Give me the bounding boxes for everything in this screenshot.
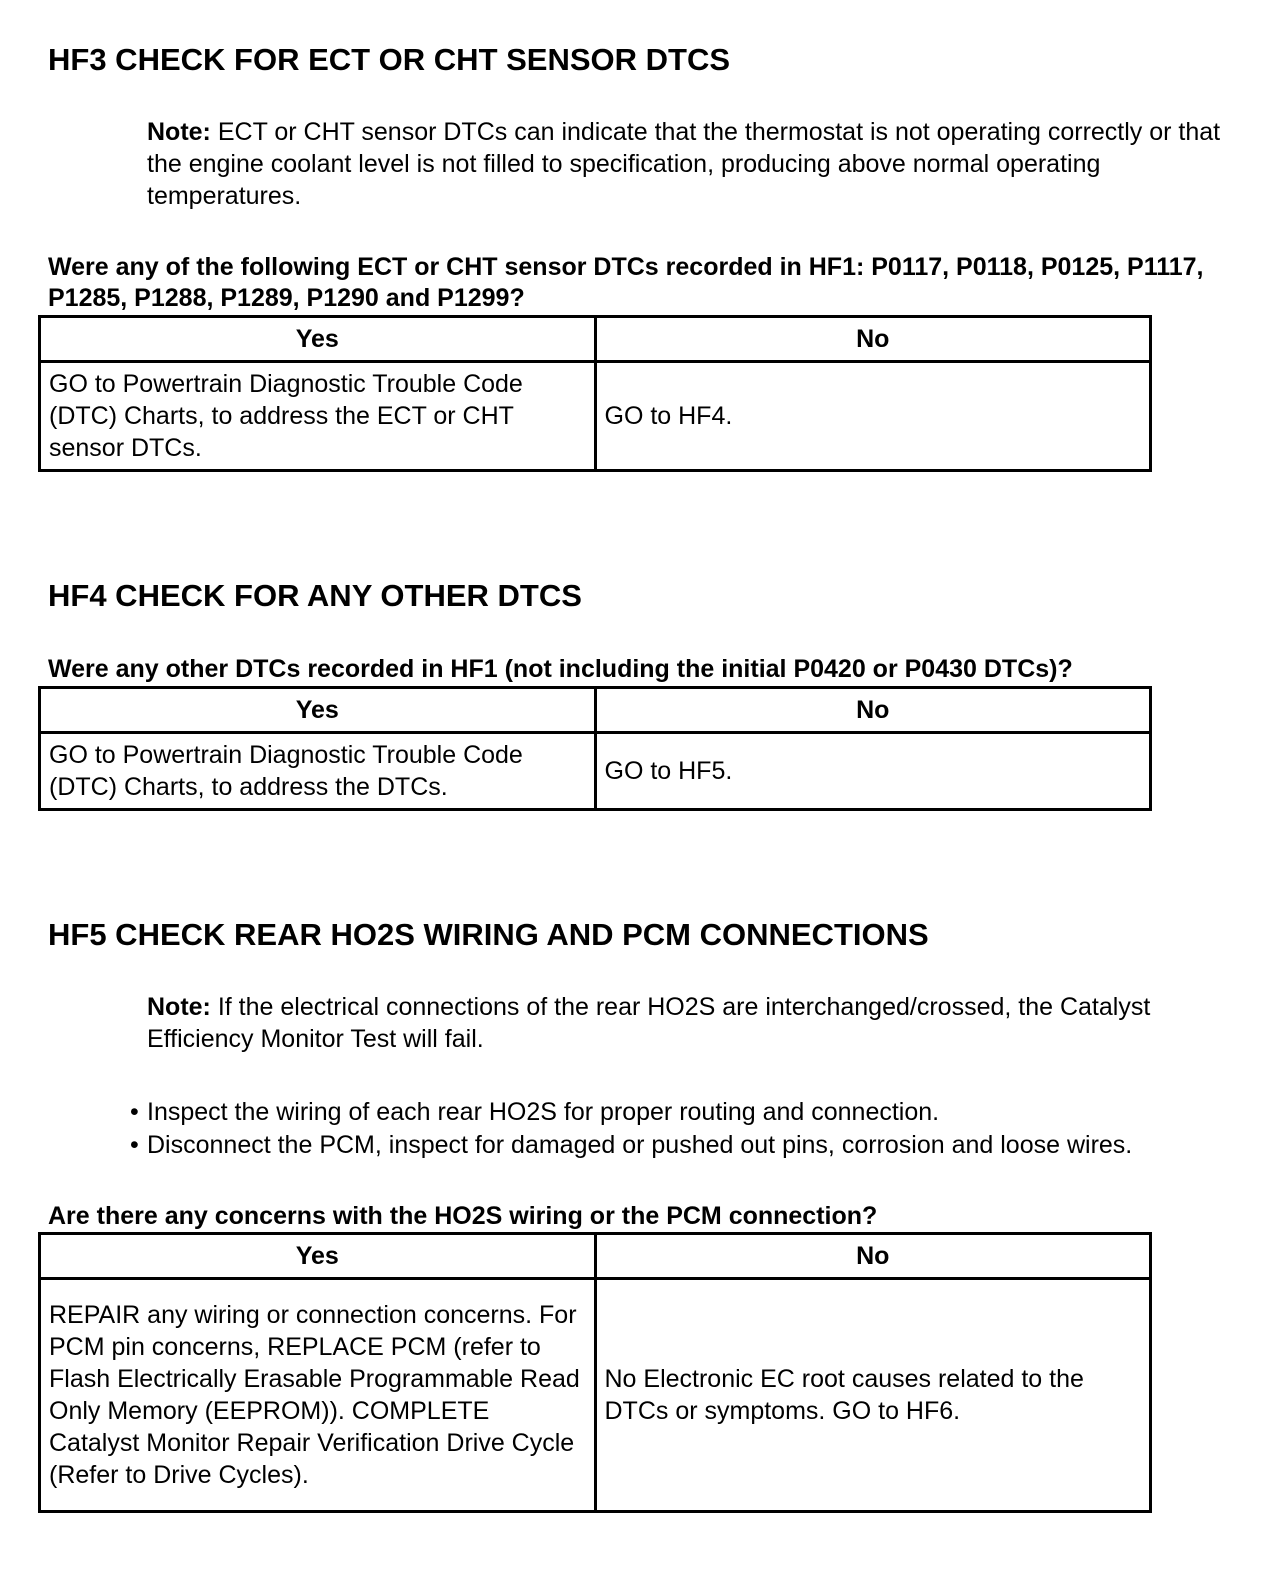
hf3-note-label: Note:	[147, 118, 211, 146]
table-row	[40, 733, 1151, 810]
hf4-heading: HF4 CHECK FOR ANY OTHER DTCS	[48, 578, 582, 613]
table-header-row	[40, 1234, 1151, 1279]
yes-action-cell: GO to Powertrain Diagnostic Trouble Code (DTC) Charts, to address the DTCs.	[40, 733, 596, 810]
no-action-cell: GO to HF5.	[595, 733, 1151, 810]
table-header-row	[40, 688, 1151, 733]
list-item: • Disconnect the PCM, inspect for damaged or pushed out pins, corrosion and loose wires.	[130, 1129, 1132, 1162]
table-row	[40, 1279, 1151, 1512]
hf5-note	[147, 991, 1227, 1055]
hf5-note-text: If the electrical connections of the rear HO2S are interchanged/crossed, the Catalyst Efficiency Monitor Test will fail.	[147, 993, 1151, 1053]
hf3-heading: HF3 CHECK FOR ECT OR CHT SENSOR DTCS	[48, 42, 731, 77]
hf5-bullet-list	[130, 1096, 1132, 1162]
yes-action-cell: REPAIR any wiring or connection concerns. For PCM pin concerns, REPLACE PCM (refer to Flash Electrically Erasable Programmable Read Only Memory (EEPROM)). COMPLETE Catalyst Monitor Repair Verification Drive Cycle (Refer to Drive Cycles).	[40, 1279, 596, 1512]
yes-header: Yes	[40, 317, 596, 362]
yes-header: Yes	[40, 688, 596, 733]
hf3-question: Were any of the following ECT or CHT sensor DTCs recorded in HF1: P0117, P0118, P0125, P1117, P1285, P1288, P1289, P1290 and P1299?	[48, 253, 1204, 312]
no-action-cell: No Electronic EC root causes related to the DTCs or symptoms. GO to HF6.	[595, 1279, 1151, 1512]
no-action-cell: GO to HF4.	[595, 362, 1151, 471]
table-header-row	[40, 317, 1151, 362]
bullet-icon: •	[130, 1131, 139, 1159]
no-header: No	[595, 317, 1151, 362]
hf4-question: Were any other DTCs recorded in HF1 (not including the initial P0420 or P0430 DTCs)?	[48, 655, 1073, 683]
hf3-decision-table	[38, 315, 1152, 472]
hf5-question: Are there any concerns with the HO2S wiring or the PCM connection?	[48, 1202, 878, 1230]
bullet-icon: •	[130, 1098, 139, 1126]
yes-action-cell: GO to Powertrain Diagnostic Trouble Code (DTC) Charts, to address the ECT or CHT sensor DTCs.	[40, 362, 596, 471]
hf5-decision-table	[38, 1232, 1152, 1513]
hf3-note-text: ECT or CHT sensor DTCs can indicate that the thermostat is not operating correctly or that the engine coolant level is not filled to specification, producing above normal operating temperatures.	[147, 118, 1221, 210]
no-header: No	[595, 688, 1151, 733]
table-row	[40, 362, 1151, 471]
list-item: • Inspect the wiring of each rear HO2S for proper routing and connection.	[130, 1096, 1132, 1129]
hf4-decision-table	[38, 686, 1152, 811]
no-header: No	[595, 1234, 1151, 1279]
hf5-note-label: Note:	[147, 993, 211, 1021]
yes-header: Yes	[40, 1234, 596, 1279]
hf5-heading: HF5 CHECK REAR HO2S WIRING AND PCM CONNECTIONS	[48, 917, 929, 952]
hf3-note	[147, 116, 1227, 212]
